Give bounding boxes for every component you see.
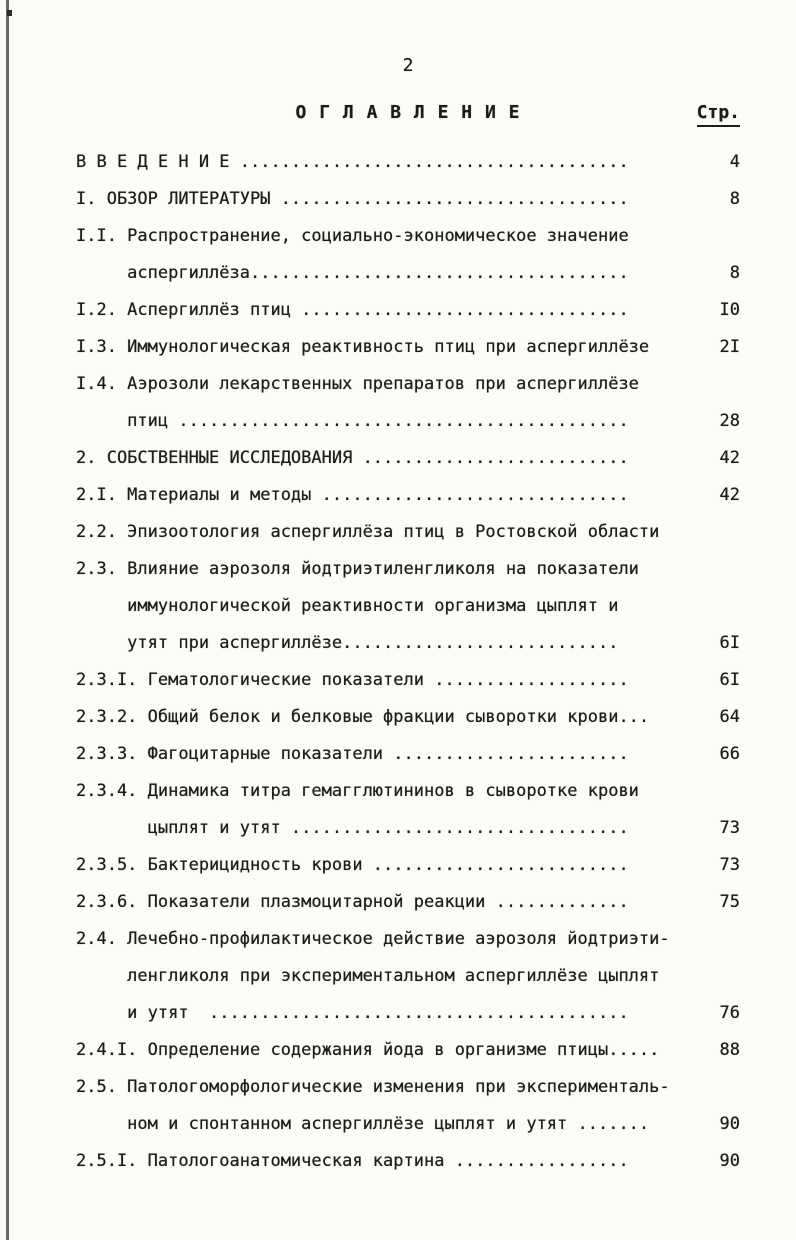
toc-line	[76, 181, 740, 218]
toc-line	[76, 884, 740, 921]
toc-line-text: I. ОБЗОР ЛИТЕРАТУРЫ ..................................	[76, 189, 629, 209]
toc-line-text: I.3. Иммунологическая реактивность птиц при аспергиллёзе	[76, 337, 650, 357]
toc-line-page: 8	[729, 189, 740, 209]
toc-header	[76, 102, 740, 134]
toc-line-page: 8	[729, 263, 740, 283]
toc-line-text: 2.3.I. Гематологические показатели ...................	[76, 670, 629, 690]
toc-line	[76, 144, 740, 181]
toc-line-text: 2.3.4. Динамика титра гемагглютининов в сыворотке крови	[76, 781, 639, 801]
toc-line-page: 64	[719, 707, 740, 727]
toc-line	[76, 810, 740, 847]
toc-line-page: 88	[719, 1040, 740, 1060]
toc-line	[76, 995, 740, 1032]
toc-title: О Г Л А В Л Е Н И Е	[295, 102, 521, 123]
toc-line-text: птиц ............................................	[76, 411, 629, 431]
toc-line-page: 4	[729, 152, 740, 172]
toc-line-page: 90	[719, 1151, 740, 1171]
toc-line-text: I.I. Распространение, социально-экономическое значение	[76, 226, 629, 246]
toc-line-text: I.4. Аэрозоли лекарственных препаратов при аспергиллёзе	[76, 374, 639, 394]
toc-line	[76, 218, 740, 255]
page-column-header: Стр.	[697, 102, 740, 127]
toc-line	[76, 329, 740, 366]
toc-line	[76, 625, 740, 662]
toc-line-page: 42	[719, 448, 740, 468]
toc-line-page: 75	[719, 892, 740, 912]
toc-line	[76, 366, 740, 403]
toc-line	[76, 477, 740, 514]
toc-line-text: 2.3.5. Бактерицидность крови .........................	[76, 855, 629, 875]
toc-line-text: 2.4. Лечебно-профилактическое действие аэрозоля йодтриэти-	[76, 929, 670, 949]
page-number: 2	[402, 55, 414, 76]
toc-line-text: иммунологической реактивности организма цыплят и	[76, 596, 619, 616]
toc-line-page: I0	[719, 300, 740, 320]
toc-line	[76, 255, 740, 292]
toc-line-page: 28	[719, 411, 740, 431]
toc-line-page: 6I	[719, 633, 740, 653]
toc-line-text: 2.2. Эпизоотология аспергиллёза птиц в Ростовской области	[76, 522, 660, 542]
toc-line-text: 2.5.I. Патологоанатомическая картина .................	[76, 1151, 629, 1171]
toc-line	[76, 662, 740, 699]
toc-line-text: 2.I. Материалы и методы ..............................	[76, 485, 629, 505]
toc-line	[76, 292, 740, 329]
toc-line-page: 73	[719, 855, 740, 875]
toc-line-text: 2.5. Патологоморфологические изменения при эксперименталь-	[76, 1077, 670, 1097]
toc-line	[76, 514, 740, 551]
toc-line	[76, 1032, 740, 1069]
toc-line-page: 76	[719, 1003, 740, 1023]
toc-line-page: 42	[719, 485, 740, 505]
toc-line-page: 66	[719, 744, 740, 764]
toc-line	[76, 1143, 740, 1180]
toc-line-text: утят при аспергиллёзе...........................	[76, 633, 619, 653]
toc-line	[76, 699, 740, 736]
toc-line	[76, 958, 740, 995]
toc-line	[76, 847, 740, 884]
toc-line-text: 2.3.6. Показатели плазмоцитарной реакции .............	[76, 892, 629, 912]
toc-line-text: 2.3. Влияние аэрозоля йодтриэтиленгликоля на показатели	[76, 559, 639, 579]
toc-line-text: 2.4.I. Определение содержания йода в организме птицы.....	[76, 1040, 660, 1060]
toc-line-text: 2. СОБСТВЕННЫЕ ИССЛЕДОВАНИЯ ..........................	[76, 448, 629, 468]
toc-line-text: цыплят и утят .................................	[76, 818, 629, 838]
toc-line-text: I.2. Аспергиллёз птиц ................................	[76, 300, 629, 320]
toc-list	[76, 144, 740, 1180]
toc-line-text: В В Е Д Е Н И Е ......................................	[76, 152, 629, 172]
toc-line-text: ном и спонтанном аспергиллёзе цыплят и утят .......	[76, 1114, 650, 1134]
toc-line-text: 2.3.3. Фагоцитарные показатели .......................	[76, 744, 629, 764]
toc-line-text: аспергиллёза.....................................	[76, 263, 629, 283]
toc-line-page: 2I	[719, 337, 740, 357]
toc-line-page: 6I	[719, 670, 740, 690]
toc-line	[76, 551, 740, 588]
toc-line-text: 2.3.2. Общий белок и белковые фракции сыворотки крови...	[76, 707, 650, 727]
toc-line-text: и утят .........................................	[76, 1003, 629, 1023]
toc-line	[76, 440, 740, 477]
toc-line-text: ленгликоля при экспериментальном аспергиллёзе цыплят	[76, 966, 660, 986]
toc-line	[76, 736, 740, 773]
toc-line	[76, 1106, 740, 1143]
toc-line	[76, 773, 740, 810]
toc-line-page: 90	[719, 1114, 740, 1134]
toc-line	[76, 1069, 740, 1106]
toc-line	[76, 403, 740, 440]
toc-line-page: 73	[719, 818, 740, 838]
toc-line	[76, 921, 740, 958]
toc-line	[76, 588, 740, 625]
